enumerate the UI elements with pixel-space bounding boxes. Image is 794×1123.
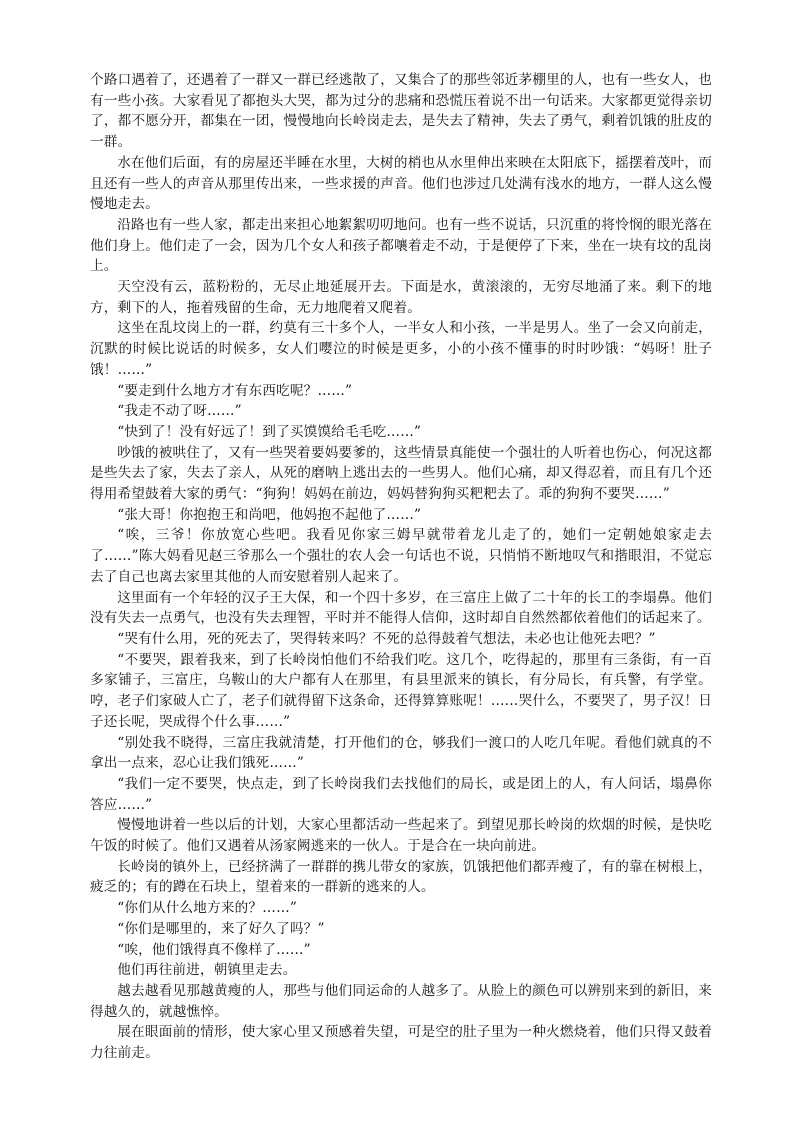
- paragraph-1: 个路口遇着了，还遇着了一群又一群已经逃散了，又集合了的那些邻近茅棚里的人，也有一些女人，也有一些小孩。大家看见了都抱头大哭，都为过分的悲痛和恐慌压着说不出一句话来。大家都更觉得亲切了，都不愿分开，都集在一团，慢慢地向长岭岗走去，是失去了精神，失去了勇气，剩着饥饿的肚皮的一群。: [90, 72, 712, 151]
- paragraph-12: 展在眼面前的情形，使大家心里又预感着失望，可是空的肚子里为一种火燃烧着，他们只得又鼓着力往前走。: [90, 1024, 712, 1062]
- dialog-line-11: “你们是哪里的，来了好久了吗？”: [117, 920, 325, 937]
- dialog-line-3: “快到了！没有好远了！到了买馍馍给毛毛吃……”: [117, 423, 422, 440]
- paragraph-3: 沿路也有一些人家，都走出来担心地絮絮叨叨地问。也有一些不说话，只沉重的将怜悯的眼光落在他们身上。他们走了一会，因为几个女人和孩子都嚷着走不动，于是便停了下来，坐在一块有坟的乱岗上。: [90, 216, 712, 275]
- dialog-line-1: “要走到什么地方才有东西吃呢？……”: [117, 382, 353, 399]
- dialog-line-12: “唉，他们饿得真不像样了……”: [117, 941, 311, 958]
- dialog-line-4: “张大哥！你抱抱王和尚吧，他妈抱不起他了……”: [117, 506, 422, 523]
- dialog-line-6: “哭有什么用，死的死去了，哭得转来吗？不死的总得鼓着气想法，未必也让他死去吧？”: [117, 630, 656, 647]
- dialog-line-2: “我走不动了呀……”: [117, 403, 242, 420]
- paragraph-10: 他们再往前进，朝镇里走去。: [117, 962, 297, 979]
- dialog-line-5: “唉，三爷！你放宽心些吧。我看见你家三姆早就带着龙儿走了的，她们一定朝她娘家走去了……”陈大妈看见赵三爷那么一个强壮的农人会一句话也不说，只悄悄不断地叹气和揩眼泪，不觉忘去了自己也离去家里其他的人而安慰着别人起来了。: [90, 527, 712, 585]
- paragraph-7: 这里面有一个年轻的汉子王大保，和一个四十多岁，在三富庄上做了二十年的长工的李塌鼻。他们没有失去一点勇气，也没有失去理智，平时并不能得人信仰，这时却自自然然都依着他们的话起来了。: [90, 589, 712, 627]
- paragraph-8: 慢慢地讲着一些以后的计划，大家心里都活动一些起来了。到望见那长岭岗的炊烟的时候，是快吃午饭的时候了。他们又遇着从汤家阙逃来的一伙人。于是合在一块向前进。: [90, 817, 712, 855]
- paragraph-6: 吵饿的被哄住了，又有一些哭着要妈要爹的，这些情景真能使一个强壮的人听着也伤心，何况这都是些失去了家，失去了亲人，从死的磨呐上逃出去的一些男人。他们心痛，却又得忍着，而且有几个还得用希望鼓着大家的勇气：“狗狗！妈妈在前边，妈妈替狗狗买粑粑去了。乖的狗狗不要哭……”: [90, 444, 712, 503]
- document-page: [90, 70, 712, 1064]
- paragraph-2: 水在他们后面，有的房屋还半睡在水里，大树的梢也从水里伸出来映在太阳底下，摇摆着茂叶，而且还有一些人的声音从那里传出来，一些求援的声音。他们也涉过几处满有浅水的地方，一群人这么慢慢地走去。: [90, 154, 712, 213]
- paragraph-5: 这坐在乱坟岗上的一群，约莫有三十多个人，一半女人和小孩，一半是男人。坐了一会又向前走，沉默的时候比说话的时候多，女人们嘤泣的时候是更多，小的小孩不懂事的时时吵饿：“妈呀！肚子饿！……”: [90, 320, 712, 378]
- paragraph-9: 长岭岗的镇外上，已经挤满了一群群的携儿带女的家族，饥饿把他们都弄瘦了，有的靠在树根上，疲乏的；有的蹲在石块上，望着来的一群新的逃来的人。: [90, 858, 712, 896]
- dialog-line-8: “别处我不晓得，三富庄我就清楚，打开他们的仓，够我们一渡口的人吃几年呢。看他们就真的不拿出一点来，忍心让我们饿死……”: [90, 734, 712, 772]
- dialog-line-9: “我们一定不要哭，快点走，到了长岭岗我们去找他们的局长，或是团上的人，有人问话，塌鼻你答应……”: [90, 775, 712, 813]
- paragraph-11: 越去越看见那越黄瘦的人，那些与他们同运命的人越多了。从脸上的颜色可以辨别来到的新旧，来得越久的，就越憔悴。: [90, 982, 712, 1020]
- paragraph-4: 天空没有云，蓝粉粉的，无尽止地延展开去。下面是水，黄滚滚的，无穷尽地涌了来。剩下的地方，剩下的人，拖着残留的生命，无力地爬着又爬着。: [90, 279, 712, 316]
- dialog-line-10: “你们从什么地方来的？……”: [117, 900, 298, 917]
- dialog-line-7: “不要哭，跟着我来，到了长岭岗怕他们不给我们吃。这几个，吃得起的，那里有三条街，有一百多家铺子，三富庄，乌鞍山的大户都有人在那里，有县里派来的镇长，有分局长，有兵警，有学堂。哼，老子们家破人亡了，老子们就得留下这条命，还得算算账呢！……哭什么，不要哭了，男子汉！日子还长呢，哭成得个什么事……”: [90, 651, 712, 730]
